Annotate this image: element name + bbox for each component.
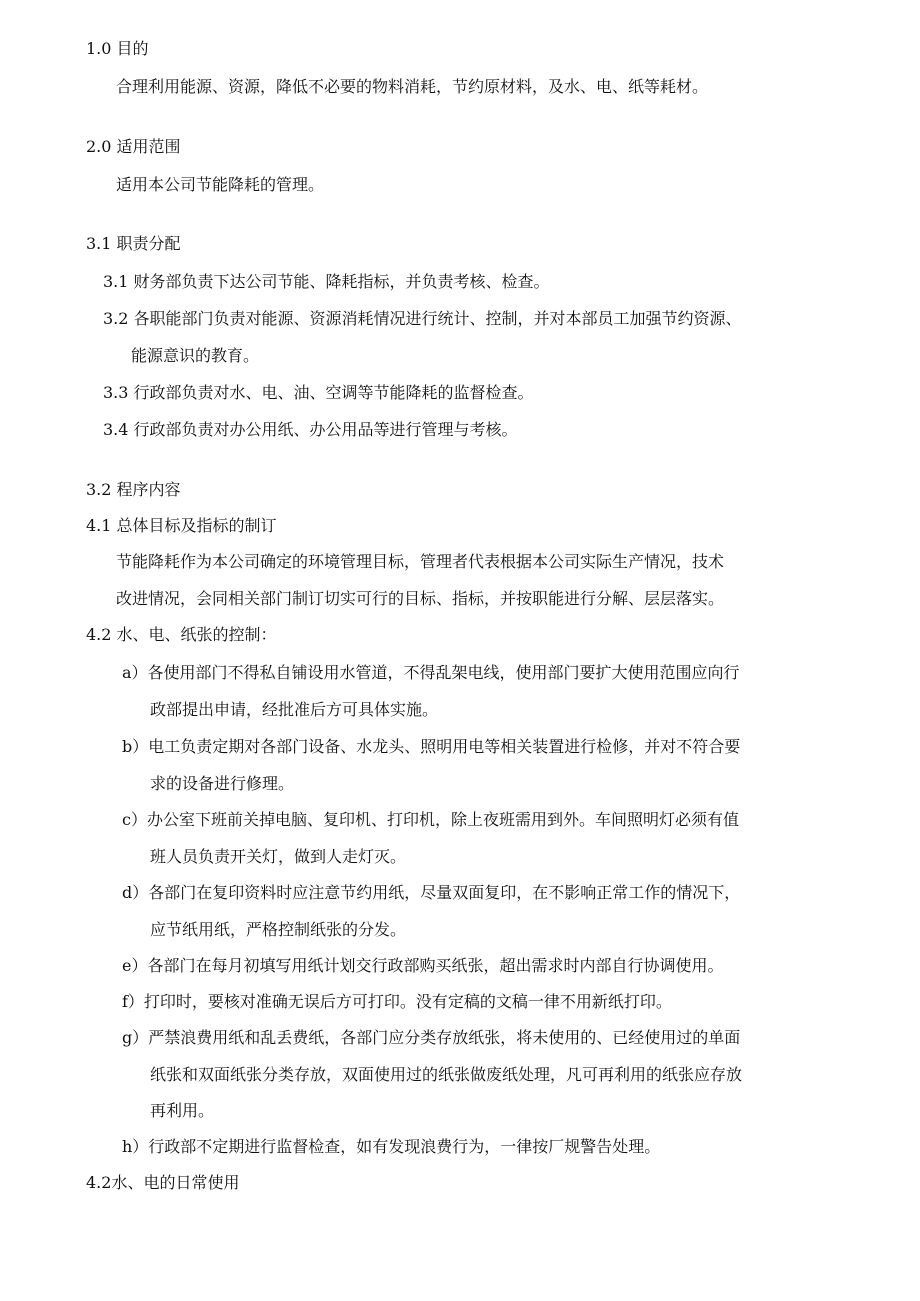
control-item-continuation: 求的设备进行修理。 xyxy=(150,774,295,793)
section-1-heading: 1.0 目的 xyxy=(86,39,149,58)
control-item: a）各使用部门不得私自铺设用水管道，不得乱架电线，使用部门要扩大使用范围应向行 xyxy=(122,663,740,682)
control-item: e）各部门在每月初填写用纸计划交行政部购买纸张，超出需求时内部自行协调使用。 xyxy=(122,956,724,975)
control-item: b）电工负责定期对各部门设备、水龙头、照明用电等相关装置进行检修，并对不符合要 xyxy=(122,737,741,756)
control-item-continuation: 再利用。 xyxy=(150,1101,215,1120)
control-item: h）行政部不定期进行监督检查，如有发现浪费行为，一律按厂规警告处理。 xyxy=(122,1137,661,1156)
duty-item: 3.4 行政部负责对办公用纸、办公用品等进行管理与考核。 xyxy=(103,420,518,439)
control-item: g）严禁浪费用纸和乱丢费纸，各部门应分类存放纸张，将未使用的、已经使用过的单面 xyxy=(122,1028,741,1047)
control-item-continuation: 应节纸用纸，严格控制纸张的分发。 xyxy=(150,920,407,939)
control-item-continuation: 纸张和双面纸张分类存放，双面使用过的纸张做废纸处理，凡可再利用的纸张应存放 xyxy=(150,1065,743,1084)
control-item: d）各部门在复印资料时应注意节约用纸，尽量双面复印，在不影响正常工作的情况下， xyxy=(122,883,741,902)
duty-item-continuation: 能源意识的教育。 xyxy=(131,346,260,365)
section-3-heading: 3.1 职责分配 xyxy=(86,234,181,253)
duty-item: 3.1 财务部负责下达公司节能、降耗指标，并负责考核、检查。 xyxy=(103,272,550,291)
section-2-body: 适用本公司节能降耗的管理。 xyxy=(116,175,325,194)
control-item-continuation: 班人员负责开关灯，做到人走灯灭。 xyxy=(150,847,407,866)
section-2-heading: 2.0 适用范围 xyxy=(86,137,181,156)
section-1-body: 合理利用能源、资源，降低不必要的物料消耗，节约原材料，及水、电、纸等耗材。 xyxy=(116,77,709,96)
subsection-4-1-body: 节能降耗作为本公司确定的环境管理目标，管理者代表根据本公司实际生产情况，技术 xyxy=(116,552,725,571)
subsection-4-1-heading: 4.1 总体目标及指标的制订 xyxy=(86,516,277,535)
control-item: c）办公室下班前关掉电脑、复印机、打印机，除上夜班需用到外。车间照明灯必须有值 xyxy=(122,810,739,829)
section-program-heading: 3.2 程序内容 xyxy=(86,480,181,499)
subsection-4-3-heading: 4.2水、电的日常使用 xyxy=(86,1173,240,1192)
duty-item: 3.3 行政部负责对水、电、油、空调等节能降耗的监督检查。 xyxy=(103,383,534,402)
control-item-continuation: 政部提出申请，经批准后方可具体实施。 xyxy=(150,700,439,719)
subsection-4-1-body: 改进情况，会同相关部门制订切实可行的目标、指标，并按职能进行分解、层层落实。 xyxy=(116,589,725,608)
duty-item: 3.2 各职能部门负责对能源、资源消耗情况进行统计、控制，并对本部员工加强节约资源、 xyxy=(103,309,742,328)
control-item: f）打印时，要核对准确无误后方可打印。没有定稿的文稿一律不用新纸打印。 xyxy=(122,992,672,1011)
subsection-4-2-heading: 4.2 水、电、纸张的控制： xyxy=(86,625,277,644)
